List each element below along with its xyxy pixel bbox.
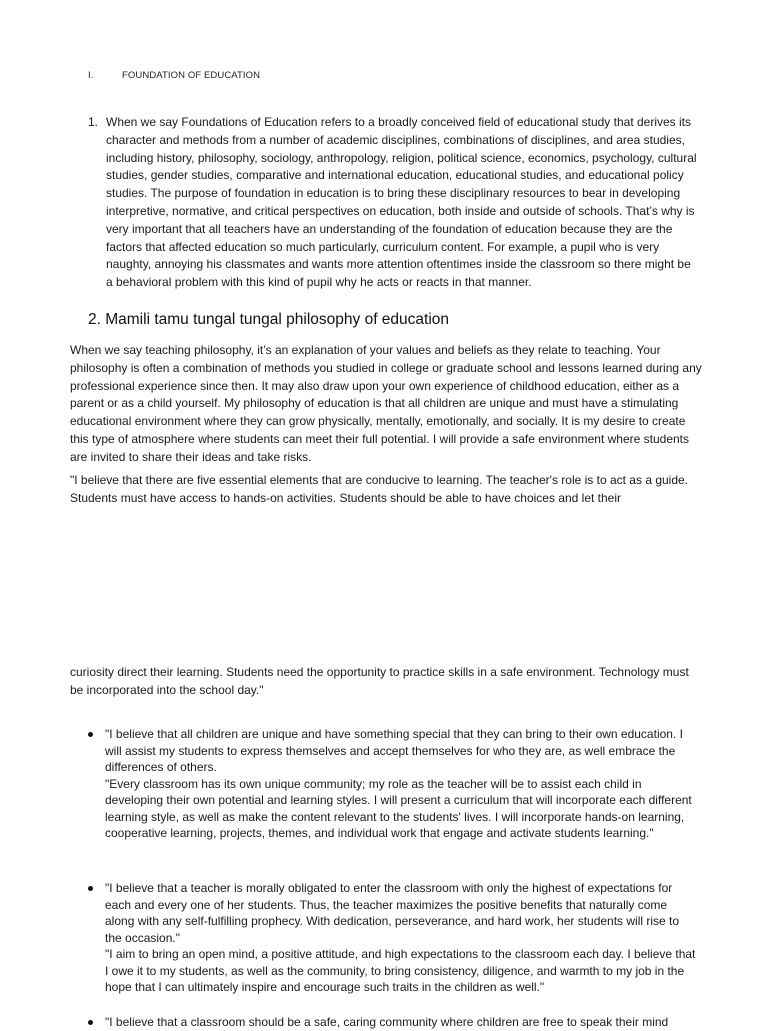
item-number: 1. [88, 115, 99, 129]
bullet-icon [88, 1020, 93, 1025]
bullet-line: "I believe that a teacher is morally obligated to enter the classroom with only the highest of expectations for each and every one of her students. Thus, the teacher maximizes the positive benefits that naturally come along with any self-fulfilling prophecy. With dedication, perseverance, and hard work, her students will rise to the occasion." [105, 881, 680, 945]
bullet-line: "I believe that a classroom should be a safe, caring community where children are free to speak their mind [105, 1015, 669, 1029]
section-heading [88, 70, 260, 81]
bullet-line: "I believe that all children are unique and have something special that they can bring to their own education. I will assist my students to express themselves and accept themselves for who they are, as well embrace the differences of others. [105, 727, 683, 774]
numbered-item-1 [88, 114, 700, 292]
paragraph: "I believe that there are five essential elements that are conducive to learning. The teacher's role is to act as a guide. Students must have access to hands-on activities. Students should be able to have choices and let their [70, 473, 689, 505]
bullet-item [88, 1014, 698, 1031]
bullet-text [105, 880, 698, 996]
subheading: 2. Mamili tamu tungal tungal philosophy of education [88, 311, 450, 328]
paragraph: curiosity direct their learning. Students need the opportunity to practice skills in a safe environment. Technology must be incorporated into the school day." [70, 665, 689, 697]
bullet-text [105, 1014, 698, 1031]
bullet-icon [88, 886, 93, 891]
paragraph: When we say teaching philosophy, it’s an explanation of your values and beliefs as they relate to teaching. Your philosophy is often a combination of methods you studied in college or graduate school and lessons learned during any professional experience since then. It may also draw upon your own experience of childhood education, either as a parent or as a child yourself. My philosophy of education is that all children are unique and must have a stimulating educational environment where they can grow physically, mentally, emotionally, and socially. It is my desire to create this type of atmosphere where students can meet their full potential. I will provide a safe environment where students are invited to share their ideas and take risks. [70, 343, 702, 464]
bullet-line: "Every classroom has its own unique community; my role as the teacher will be to assist each child in developing their own potential and learning styles. I will present a curriculum that will incorporate each different learning style, as well as make the content relevant to the students' lives. I will incorporate hands-on learning, cooperative learning, projects, themes, and individual work that engage and activate students learning." [105, 776, 692, 840]
bullet-icon [88, 732, 93, 737]
bullet-item [88, 880, 698, 996]
section-number: I. [88, 70, 94, 81]
bullet-text [105, 726, 698, 842]
item-text: When we say Foundations of Education refers to a broadly conceived field of educational study that derives its character and methods from a number of academic disciplines, combinations of disciplines, and area studies, including history, philosophy, sociology, anthropology, religion, political science, economics, psychology, cultural studies, gender studies, comparative and international education, educational studies, and educational policy studies. The purpose of foundation in education is to bring these disciplinary resources to bear in developing interpretive, normative, and critical perspectives on education, both inside and outside of schools. That’s why is very important that all teachers have an understanding of the foundation of education because they are the factors that affected education so much particularly, curriculum content. For example, a pupil who is very naughty, annoying his classmates and wants more attention oftentimes inside the classroom so there might be a behavioral problem with this kind of pupil why he acts or reacts in that manner. [106, 115, 697, 290]
bullet-item [88, 726, 698, 842]
bullet-line: "I aim to bring an open mind, a positive attitude, and high expectations to the classroom each day. I believe that I owe it to my students, as well as the community, to bring consistency, diligence, and warmth to my job in the hope that I can ultimately inspire and encourage such traits in the children as well." [105, 947, 696, 994]
section-title: FOUNDATION OF EDUCATION [122, 70, 261, 81]
